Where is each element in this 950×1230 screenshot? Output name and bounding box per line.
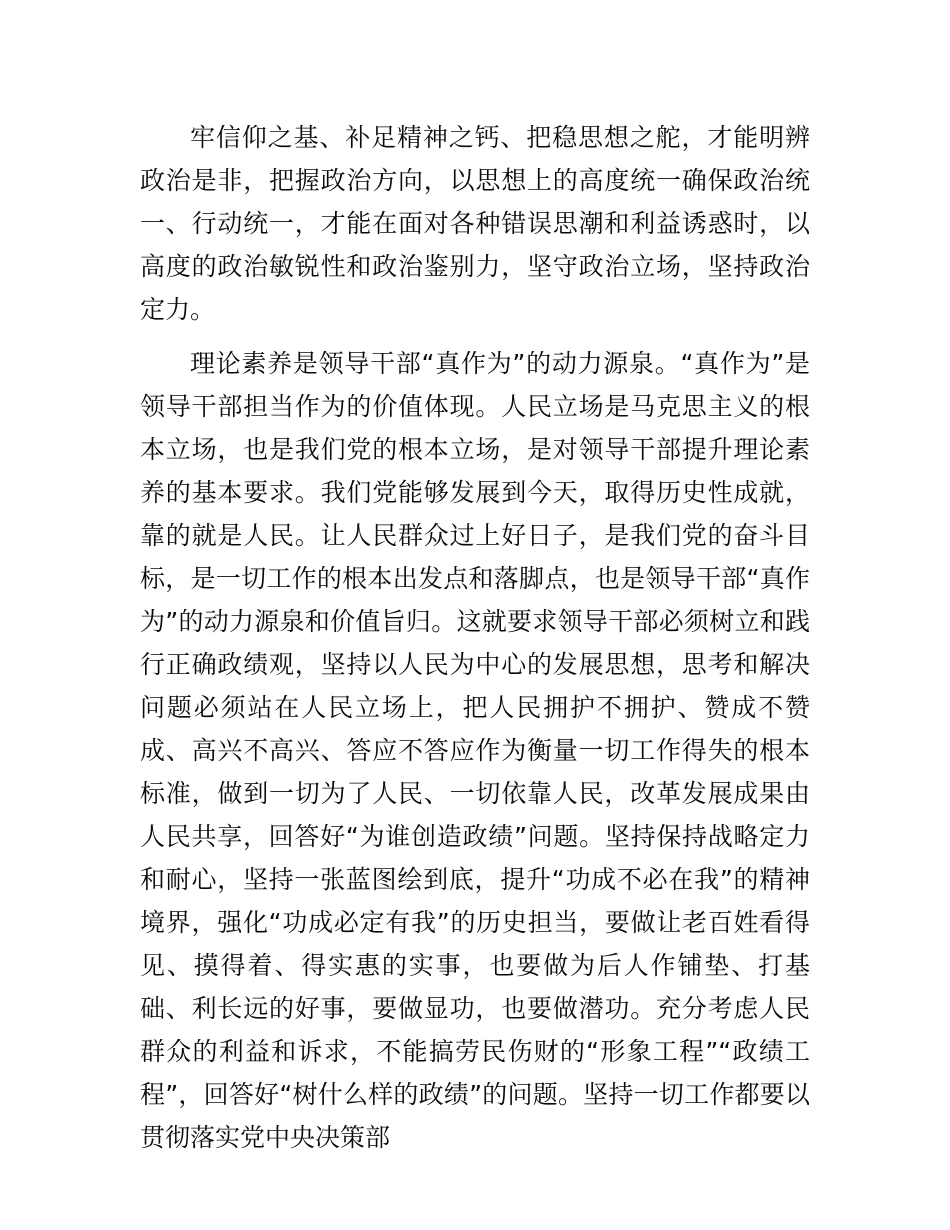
paragraph-1: 牢信仰之基、补足精神之钙、把稳思想之舵，才能明辨政治是非，把握政治方向，以思想上的高度统一确保政治统一、行动统一，才能在面对各种错误思潮和利益诱惑时，以高度的政治敏锐性和政治鉴别力，坚守政治立场，坚持政治定力。 (140, 123, 810, 324)
document-body (140, 116, 810, 1159)
paragraph-2: 理论素养是领导干部“真作为”的动力源泉。“真作为”是领导干部担当作为的价值体现。人民立场是马克思主义的根本立场，也是我们党的根本立场，是对领导干部提升理论素养的基本要求。我们党能够发展到今天，取得历史性成就，靠的就是人民。让人民群众过上好日子，是我们党的奋斗目标，是一切工作的根本出发点和落脚点，也是领导干部“真作为”的动力源泉和价值旨归。这就要求领导干部必须树立和践行正确政绩观，坚持以人民为中心的发展思想，思考和解决问题必须站在人民立场上，把人民拥护不拥护、赞成不赞成、高兴不高兴、答应不答应作为衡量一切工作得失的根本标准，做到一切为了人民、一切依靠人民，改革发展成果由人民共享，回答好“为谁创造政绩”问题。坚持保持战略定力和耐心，坚持一张蓝图绘到底，提升“功成不必在我”的精神境界，强化“功成必定有我”的历史担当，要做让老百姓看得见、摸得着、得实惠的实事，也要做为后人作铺垫、打基础、利长远的好事，要做显功，也要做潜功。充分考虑人民群众的利益和诉求，不能搞劳民伤财的“形象工程”“政绩工程”，回答好“树什么样的政绩”的问题。坚持一切工作都要以贯彻落实党中央决策部 (140, 349, 810, 1152)
